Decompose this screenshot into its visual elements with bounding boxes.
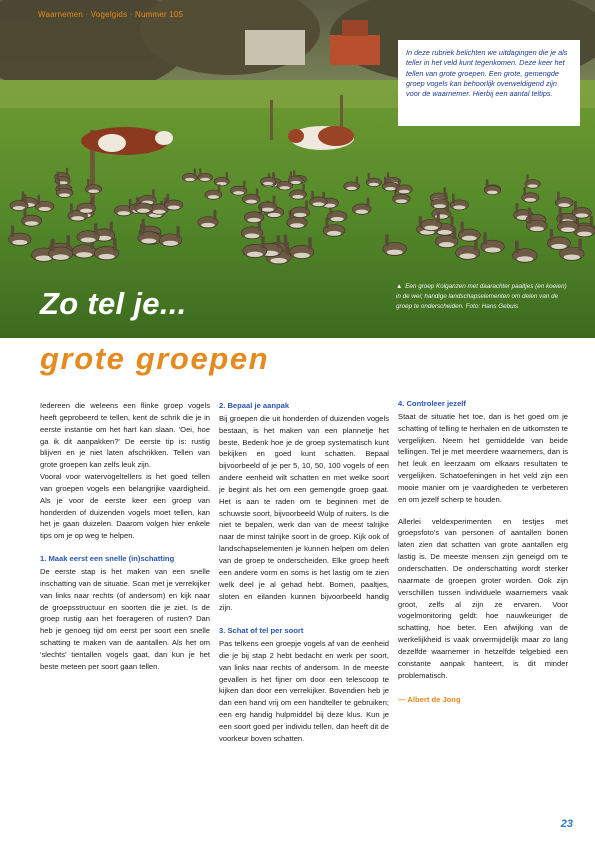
paragraph: Iedereen die weleens een flinke groep vogels heeft geprobeerd te tellen, kent de schrik die je in eerste instantie om het hart kan slaan. 'Oei, hoe ga ik dit aanpakken?' De eerste tip is: rustig blijven en je niet laten afschrikken. Tellen van grote groepen kan zelfs leuk zijn.	[40, 401, 210, 470]
goose-belly	[279, 186, 290, 190]
goose-neck	[285, 242, 289, 254]
goose-neck	[87, 179, 89, 187]
goose-neck	[529, 213, 532, 223]
goose-neck	[194, 169, 196, 176]
goose-neck	[256, 189, 259, 198]
section-tag: Waarnemen · Vogelgids · Nummer 105	[38, 10, 184, 19]
goose-belly	[558, 203, 570, 207]
goose-belly	[25, 221, 38, 225]
goose-neck	[550, 229, 553, 241]
goose-belly	[564, 254, 580, 259]
goose-neck	[22, 192, 25, 201]
goose-neck	[483, 232, 486, 244]
goose-neck	[523, 187, 525, 196]
goose-neck	[177, 226, 180, 237]
goose-neck	[199, 168, 201, 175]
goose-belly	[312, 202, 324, 206]
goose-belly	[262, 208, 274, 212]
goose-neck	[398, 179, 400, 187]
goose-neck	[66, 168, 68, 175]
column-1	[40, 400, 210, 673]
goose-neck	[516, 203, 519, 213]
goose-belly	[268, 213, 281, 217]
goose-neck	[526, 174, 528, 182]
goose-neck	[259, 205, 262, 215]
hero-photo	[0, 0, 595, 338]
goose-neck	[486, 180, 488, 188]
goose-belly	[233, 191, 244, 195]
goose-belly	[98, 254, 114, 259]
goose-belly	[487, 191, 498, 195]
goose-neck	[218, 184, 220, 192]
goose-belly	[163, 241, 178, 246]
goose-belly	[561, 227, 575, 232]
goose-neck	[70, 204, 73, 214]
goose-neck	[578, 239, 582, 251]
goose-neck	[110, 222, 113, 233]
goose-belly	[53, 254, 69, 259]
section-heading-2: 2. Bepaal je aanpak	[219, 401, 290, 410]
goose-neck	[261, 236, 264, 248]
goose-neck	[453, 228, 456, 239]
goose-belly	[525, 198, 537, 202]
goose-belly	[551, 244, 566, 249]
goose-neck	[574, 201, 577, 211]
goose-belly	[59, 193, 70, 197]
goose-neck	[326, 217, 329, 228]
goose-neck	[387, 172, 389, 180]
goose-belly	[290, 223, 304, 228]
goose-belly	[141, 239, 156, 244]
goose-belly	[168, 205, 180, 209]
goose-belly	[294, 253, 310, 258]
goose-belly	[81, 238, 96, 243]
paragraph: Vooral voor watervogeltellers is het goed tellen van groepen vogels een belangrijke vaardigheid. Als je voor de eerste keer een groep van honderden of duizenden vogels moet tellen, kan het je gaan duizelen. Daarom volgen hier enkele tips om je op weg te helpen.	[40, 472, 210, 541]
goose-belly	[71, 216, 84, 220]
goose-neck	[136, 197, 139, 206]
goose-neck	[445, 193, 448, 202]
goose-belly	[200, 178, 210, 181]
title-line-2: grote groepen	[40, 341, 270, 376]
goose-belly	[153, 210, 165, 214]
goose-belly	[39, 207, 51, 211]
title-line-1: Zo tel je...	[40, 286, 187, 321]
goose-neck	[368, 173, 370, 181]
goose-belly	[292, 195, 303, 199]
paragraph: Pas telkens een groepje vogels af van de eenheid die je bij stap 2 hebt bedacht en werk per soort, van links naar rechts of andersom. In de meeste gevallen is het fijner om door een telescoop te kijken dan door een verrekijker. Bovendien heb je dan een hand vrij om een handteller te gebruiken; een erg handig hulpmiddel bij deze klus. Kun je een soort goed per individu tellen, dan heeft dit de voorkeur boven schatten.	[219, 639, 389, 743]
goose-neck	[384, 177, 386, 185]
goose-belly	[76, 252, 92, 257]
goose-belly	[208, 195, 219, 199]
goose-neck	[437, 212, 440, 222]
goose-neck	[11, 225, 14, 236]
goose-belly	[517, 256, 533, 261]
section-heading-3: 3. Schat of tel per soort	[219, 626, 304, 636]
goose-belly	[434, 204, 446, 208]
goose-neck	[67, 235, 70, 247]
goose-neck	[51, 239, 55, 251]
goose-belly	[201, 223, 215, 228]
goose-neck	[290, 171, 292, 179]
goose-belly	[117, 211, 130, 215]
goose-neck	[58, 183, 60, 191]
goose-neck	[226, 172, 228, 180]
photo-caption-text: Een groep Kolganzen met daarachter paaltjes (en koeien) in de wei; handige landschapselementen om delen van de groep te onderscheiden. Foto: Hans Gebuis	[396, 283, 567, 310]
goose-neck	[515, 241, 519, 253]
goose-neck	[447, 202, 450, 212]
goose-belly	[245, 233, 260, 238]
goose-belly	[387, 250, 403, 255]
goose-neck	[461, 222, 464, 233]
goose-belly	[530, 227, 544, 232]
goose-neck	[152, 189, 155, 198]
goose-belly	[355, 210, 367, 214]
goose-belly	[12, 240, 27, 245]
column-2	[219, 400, 389, 745]
goose-belly	[245, 200, 257, 204]
goose-belly	[270, 258, 287, 264]
goose-neck	[311, 191, 314, 200]
goose-neck	[24, 208, 27, 218]
goose-neck	[166, 194, 169, 203]
goose-belly	[294, 213, 307, 217]
goose-belly	[462, 236, 477, 241]
goose-belly	[13, 206, 25, 210]
author-signature: — Albert de Jong	[398, 695, 461, 705]
goose-neck	[37, 195, 40, 204]
goose-belly	[527, 184, 537, 187]
goose-belly	[263, 182, 273, 185]
goose-neck	[367, 198, 370, 207]
intro-box: In deze rubriek belichten we uitdagingen die je als teller in het veld kunt tegenkomen. Deze keer het tellen van grote groepen. Een grote, gemengde groep vogels kan behoorlijk overweldigend zijn voor de waarnemer. Hierbij een aantal teltips.	[398, 40, 580, 126]
goose-belly	[424, 226, 438, 231]
goose-belly	[396, 199, 408, 203]
goose-belly	[460, 253, 476, 258]
goose-belly	[369, 183, 379, 186]
column-3	[398, 398, 568, 706]
page-number: 23	[560, 818, 573, 830]
goose-belly	[247, 252, 263, 257]
paragraph: Staat de situatie het toe, dan is het goed om je schatting of telling te herhalen en de uitkomsten te vergelijken. Neem het gemiddelde van beide tellingen. Tel je met meerdere waarnemers, dan is het leuk en leerzaam om elkaars resultaten te vergelijken. Schatoefeningen in het veld zijn een mooie manier om je vaardigheden te verbeteren en om jezelf scherp te houden.	[398, 411, 568, 504]
section-heading-1: 1. Maak eerst een snelle (in)schatting	[40, 554, 175, 564]
goose-neck	[243, 181, 245, 189]
goose-neck	[385, 234, 388, 246]
photo-caption	[396, 282, 568, 311]
triangle-marker-icon: ▲	[396, 283, 403, 290]
goose-belly	[577, 232, 591, 237]
goose-neck	[213, 210, 216, 220]
goose-belly	[485, 247, 501, 252]
goose-belly	[385, 187, 396, 191]
goose-neck	[272, 172, 274, 180]
goose-neck	[94, 223, 97, 234]
goose-neck	[356, 177, 358, 185]
goose-belly	[291, 181, 301, 184]
goose-neck	[590, 216, 593, 227]
goose-neck	[24, 194, 27, 203]
goose-belly	[331, 217, 344, 221]
goose-belly	[80, 209, 92, 213]
goose-neck	[113, 238, 117, 250]
goose-neck	[302, 184, 304, 192]
goose-neck	[305, 201, 308, 211]
goose-belly	[88, 189, 99, 193]
paragraph: Bij groepen die uit honderden of duizenden vogels bestaan, is het maken van een plannetje het beste. Bedenk hoe je de groep systematisch kunt bekijken en goed kunt schatten. Bepaal bijvoorbeeld of je per 5, 10, 50, 100 vogels of een andere eenheid wilt schatten en met welke soort je begint als het om een gemengde groep gaat. Het is aan te raden om te beginnen met de schuwste soort, bijvoorbeeld Wulp of ruiters. Is die niet te bepalen, werk dan van de meest talrijke naar de minst talrijke soort in de groep. Kijk ook of landschapselementen je kunnen helpen om delen van de groep te onderscheiden. Elke groep heeft een andere vorm en soms is het lastig om te zien welk deel je al gehad hebt. Bomen, paaltjes, sloten en eilanden kunnen bijvoorbeeld handig zijn.	[219, 413, 389, 613]
goose-belly	[439, 242, 454, 247]
goose-neck	[452, 194, 455, 203]
goose-neck	[140, 224, 143, 235]
goose-belly	[346, 187, 357, 191]
goose-belly	[453, 205, 465, 209]
goose-belly	[137, 209, 149, 213]
goose-belly	[247, 218, 260, 222]
goose-neck	[450, 216, 453, 227]
goose-neck	[557, 192, 560, 201]
goose-belly	[327, 231, 341, 236]
goose-neck	[57, 172, 59, 180]
goose-neck	[560, 214, 563, 224]
goose-neck	[91, 197, 94, 206]
goose-belly	[399, 190, 410, 194]
section-heading-4: 4. Controleer jezelf	[398, 399, 466, 408]
goose-belly	[575, 213, 588, 217]
goose-belly	[185, 178, 195, 181]
goose-neck	[273, 196, 276, 205]
goose-neck	[277, 235, 280, 247]
paragraph: Allerlei veldexperimenten en testjes met groepsfoto's van personen of aantallen bonen laten zien dat schatten van grote aantallen erg lastig is. De meeste mensen zijn geneigd om te onderschatten. De onderschatting wordt sterker naarmate de groepen groter worden. Ook zijn verschillen tussen individuele waarnemers vaak groot, zelfs al zijn ze ervaren. Voor vogelmonitoring geldt: hoe nauwkeuriger de schatting, hoe beter. Een afwijking van de werkelijkheid is vaak onvermijdelijk maar zo lang dezelfde waarnemer in hetzelfde telgebied een constante aanpak hanteert, is dit minder problematisch.	[398, 516, 568, 680]
goose-neck	[308, 237, 311, 249]
paragraph: De eerste stap is het maken van een snelle inschatting van de situatie. Scan met je verrekijker van links naar rechts (of andersom) en kijk naar de groepsstructuur en soorten die je ziet. Is de groep rustig aan het foerageren of rusten? Dan heb je genoeg tijd om eerst per soort een snelle schatting te maken van de aantallen. Als het om 'slechts' tientallen vogels gaat, dan kun je het beste meteen per soort gaan tellen.	[40, 566, 210, 671]
goose-belly	[438, 230, 452, 235]
